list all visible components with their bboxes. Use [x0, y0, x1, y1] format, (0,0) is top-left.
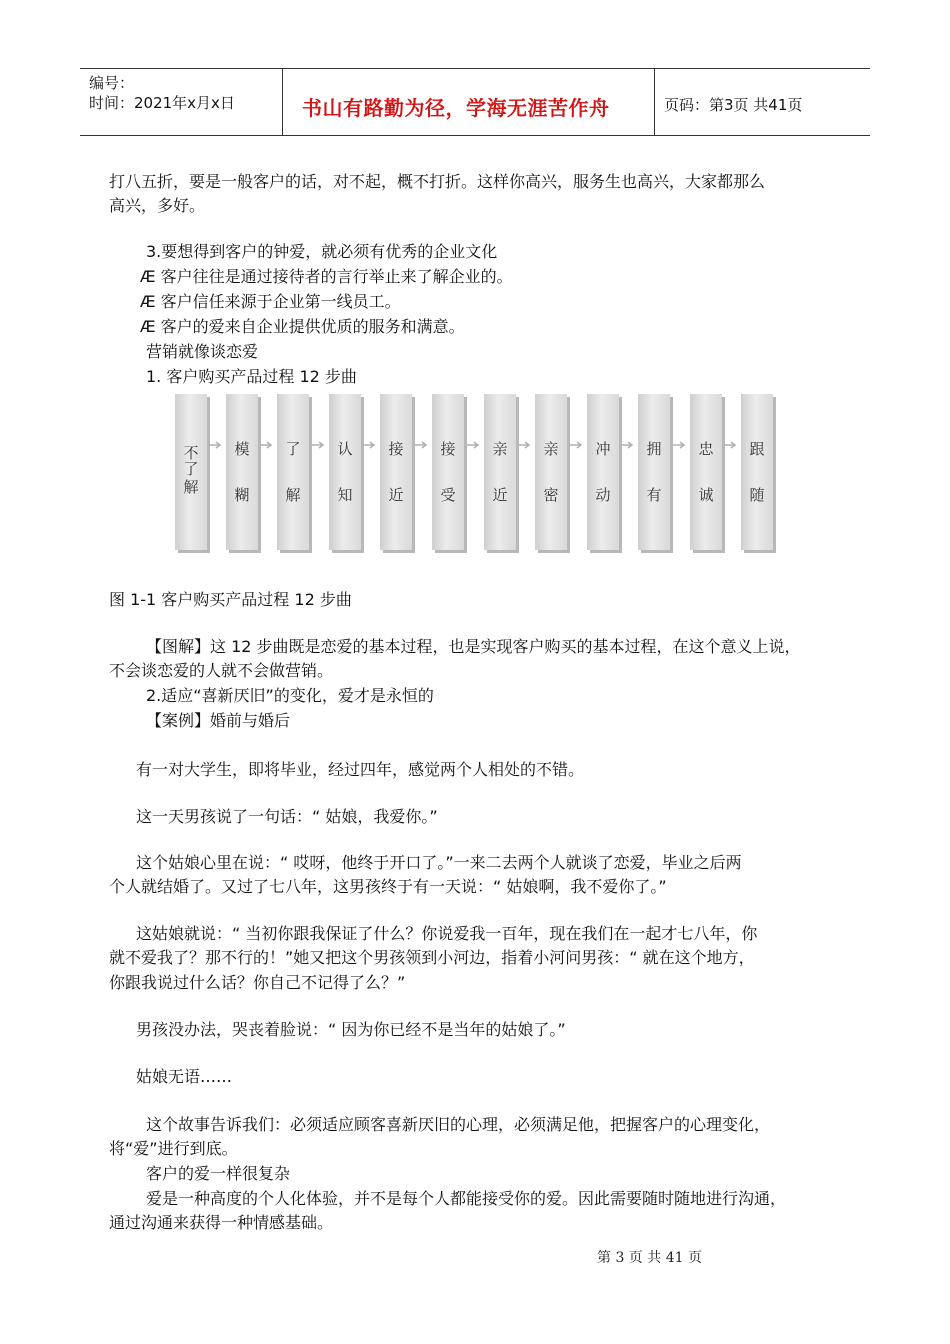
arrow-right-icon	[363, 441, 377, 449]
arrow-right-icon	[724, 441, 738, 449]
paragraph-line: 这个故事告诉我们：必须适应顾客喜新厌旧的心理，必须满足他，把握客户的心理变化，	[146, 1115, 771, 1134]
subheading: 1. 客户购买产品过程 12 步曲	[146, 367, 357, 386]
step-block	[638, 394, 670, 550]
step-char: 密	[543, 486, 559, 504]
step-char: 冲	[595, 440, 611, 458]
paragraph-line: 打八五折，要是一般客户的话，对不起，概不打折。这样你高兴，服务生也高兴，大家都那么	[109, 172, 766, 191]
step-block	[690, 394, 722, 550]
step-block	[587, 394, 619, 550]
header-divider-left	[282, 68, 283, 136]
header-bottom-border	[80, 135, 870, 136]
step-block	[329, 394, 361, 550]
step-char: 近	[492, 486, 508, 504]
step-char: 知	[337, 486, 353, 504]
arrow-right-icon	[209, 441, 223, 449]
case-heading: 【案例】婚前与婚后	[146, 711, 291, 730]
bullet-line: Æ 客户信任来源于企业第一线员工。	[140, 292, 401, 311]
step-char: 受	[440, 486, 456, 504]
step-block	[535, 394, 567, 550]
paragraph-line: 【图解】这 12 步曲既是恋爱的基本过程，也是实现客户购买的基本过程，在这个意义上说，	[146, 637, 801, 656]
step-char: 拥	[646, 440, 662, 458]
step-char: 亲	[492, 440, 508, 458]
section-heading: 3.要想得到客户的钟爱，就必须有优秀的企业文化	[146, 242, 498, 261]
step-char: 跟	[749, 440, 765, 458]
bullet-line: Æ 客户的爱来自企业提供优质的服务和满意。	[140, 317, 465, 336]
header-page-label: 页码：第3页 共41页	[664, 96, 803, 114]
step-block	[175, 394, 207, 550]
arrow-right-icon	[312, 441, 326, 449]
step-char: 有	[646, 486, 662, 504]
paragraph-line: 这姑娘就说：“ 当初你跟我保证了什么？你说爱我一百年，现在我们在一起才七八年，你	[136, 924, 758, 943]
step-char: 模	[234, 440, 250, 458]
step-block	[741, 394, 773, 550]
step-char: 解	[285, 486, 301, 504]
header-divider-right	[654, 68, 655, 136]
paragraph-line: 爱是一种高度的个人化体验，并不是每个人都能接受你的爱。因此需要随时随地进行沟通，	[146, 1189, 787, 1208]
step-char: 糊	[234, 486, 250, 504]
arrow-right-icon	[673, 441, 687, 449]
arrow-right-icon	[467, 441, 481, 449]
paragraph-line: 将“爱”进行到底。	[109, 1139, 238, 1158]
footer-page-number: 第 3 页 共 41 页	[597, 1250, 702, 1266]
step-char: 亲	[543, 440, 559, 458]
paragraph-line: 这个姑娘心里在说：“ 哎呀，他终于开口了。”一来二去两个人就谈了恋爱，毕业之后两	[136, 853, 742, 872]
step-block	[484, 394, 516, 550]
arrow-right-icon	[415, 441, 429, 449]
bullet-line: Æ 客户往往是通过接待者的言行举止来了解企业的。	[140, 267, 513, 286]
paragraph-line: 你跟我说过什么话？你自己不记得了么？”	[109, 973, 406, 992]
paragraph-line: 男孩没办法，哭丧着脸说：“ 因为你已经不是当年的姑娘了。”	[136, 1020, 566, 1039]
arrow-right-icon	[260, 441, 274, 449]
paragraph-line: 姑娘无语……	[136, 1067, 233, 1086]
paragraph-line: 高兴，多好。	[109, 196, 206, 215]
step-block	[226, 394, 258, 550]
step-block	[380, 394, 412, 550]
step-char: 动	[595, 486, 611, 504]
paragraph-line: 有一对大学生，即将毕业，经过四年，感觉两个人相处的不错。	[136, 760, 585, 779]
step-char: 接	[388, 440, 404, 458]
arrow-right-icon	[518, 441, 532, 449]
header-motto: 书山有路勤为径，学海无涯苦作舟	[302, 96, 610, 120]
paragraph-line: 这一天男孩说了一句话：“ 姑娘，我爱你。”	[136, 807, 438, 826]
subheading: 客户的爱一样很复杂	[146, 1164, 291, 1183]
header-top-border	[80, 68, 870, 69]
paragraph-line: 就不爱我了？那不行的！”她又把这个男孩领到小河边，指着小河问男孩：“ 就在这个地方，	[109, 948, 755, 967]
header-time-label: 时间：2021年x月x日	[89, 94, 235, 112]
step-char: 解	[183, 478, 199, 496]
arrow-right-icon	[621, 441, 635, 449]
step-block	[277, 394, 309, 550]
step-char: 认	[337, 440, 353, 458]
step-char: 了	[285, 440, 301, 458]
step-char: 了	[183, 460, 199, 478]
subheading: 营销就像谈恋爱	[146, 342, 259, 361]
step-char: 忠	[698, 440, 714, 458]
step-char: 随	[749, 486, 765, 504]
step-char: 不	[183, 444, 199, 462]
section-heading: 2.适应“喜新厌旧”的变化，爱才是永恒的	[146, 686, 434, 705]
arrow-right-icon	[570, 441, 584, 449]
paragraph-line: 个人就结婚了。又过了七八年，这男孩终于有一天说：“ 姑娘啊，我不爱你了。”	[109, 877, 667, 896]
paragraph-line: 不会谈恋爱的人就不会做营销。	[109, 661, 334, 680]
step-char: 诚	[698, 486, 714, 504]
step-char: 近	[388, 486, 404, 504]
step-char: 接	[440, 440, 456, 458]
step-block	[432, 394, 464, 550]
header-number-label: 编号：	[89, 74, 135, 92]
paragraph-line: 通过沟通来获得一种情感基础。	[109, 1213, 334, 1232]
figure-caption: 图 1-1 客户购买产品过程 12 步曲	[109, 590, 352, 609]
